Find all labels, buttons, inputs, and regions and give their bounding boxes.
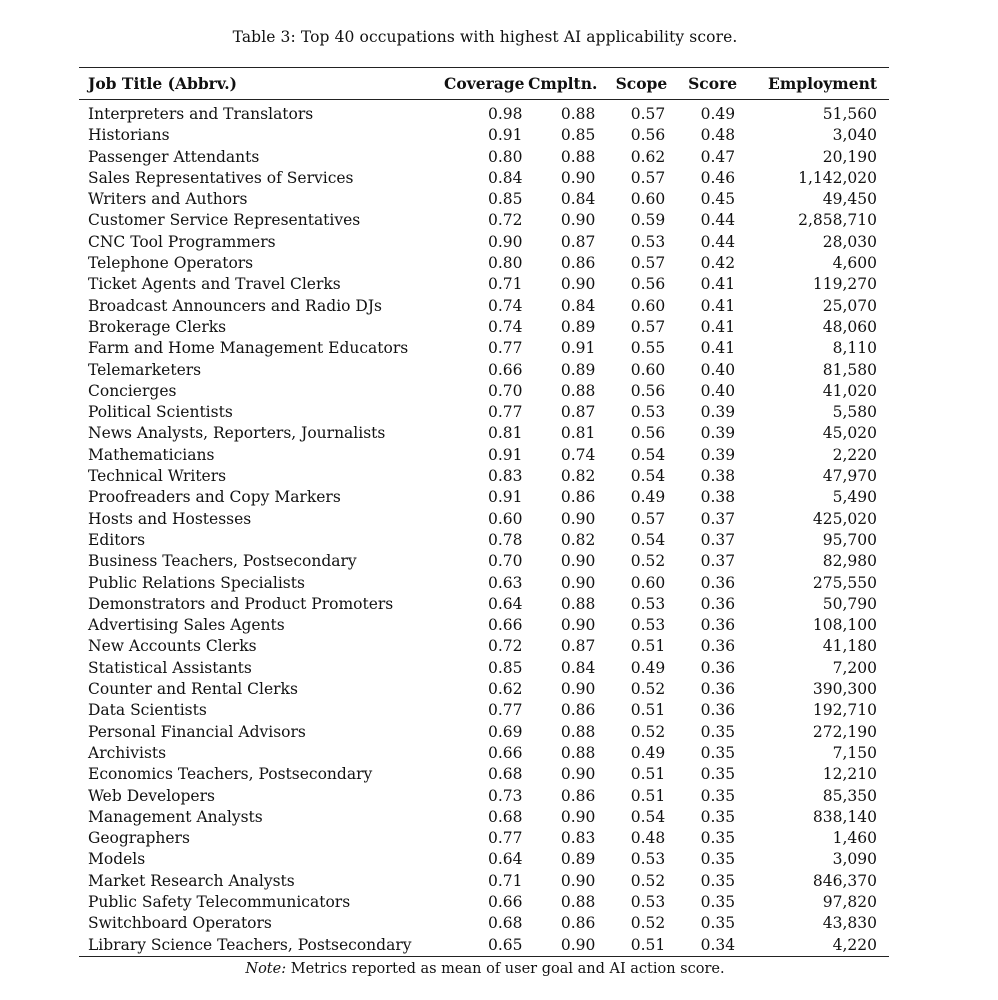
table-row: [79, 849, 889, 870]
cell-employment: 7,200: [832, 658, 877, 677]
cell-job-title: Economics Teachers, Postsecondary: [88, 765, 373, 784]
cell-employment: 3,090: [832, 850, 877, 869]
cell-scope: 0.60: [630, 360, 666, 379]
cell-employment: 7,150: [832, 743, 877, 762]
cell-employment: 425,020: [812, 509, 877, 528]
table-row: [79, 402, 889, 423]
table-row: [79, 573, 889, 594]
cell-coverage: 0.85: [487, 658, 523, 677]
cell-completion: 0.87: [560, 232, 596, 251]
header-row: [79, 68, 889, 100]
table-header: [79, 68, 889, 100]
cell-coverage: 0.98: [487, 105, 523, 123]
cell-employment: 5,580: [832, 403, 877, 422]
cell-scope: 0.56: [630, 424, 666, 443]
cell-completion: 0.87: [560, 403, 596, 422]
table-row: [79, 743, 889, 764]
header-coverage: Coverage: [423, 68, 524, 100]
table-body: [79, 100, 889, 957]
cell-completion: 0.90: [560, 275, 596, 294]
cell-score: 0.48: [700, 126, 736, 145]
cell-score: 0.36: [700, 658, 736, 677]
cell-job-title: Public Relations Specialists: [88, 573, 305, 592]
cell-score: 0.45: [700, 190, 736, 209]
cell-completion: 0.88: [560, 743, 596, 762]
cell-coverage: 0.80: [487, 254, 523, 273]
cell-coverage: 0.91: [487, 126, 523, 145]
cell-scope: 0.59: [630, 211, 666, 230]
cell-employment: 846,370: [812, 871, 877, 890]
cell-employment: 272,190: [812, 722, 877, 741]
cell-employment: 41,180: [822, 637, 877, 656]
cell-coverage: 0.85: [487, 190, 523, 209]
cell-score: 0.35: [700, 765, 736, 784]
cell-job-title: Public Safety Telecommunicators: [88, 892, 351, 911]
cell-job-title: Interpreters and Translators: [88, 105, 314, 123]
cell-employment: 41,020: [822, 381, 877, 400]
cell-scope: 0.54: [630, 807, 666, 826]
cell-scope: 0.60: [630, 190, 666, 209]
table-row: [79, 487, 889, 508]
table-row: [79, 722, 889, 743]
cell-employment: 1,460: [832, 829, 877, 848]
cell-coverage: 0.68: [487, 914, 523, 933]
cell-score: 0.36: [700, 680, 736, 699]
note-text: Metrics reported as mean of user goal and AI action score.: [290, 961, 725, 977]
table-note: [0, 961, 970, 977]
cell-completion: 0.86: [560, 786, 596, 805]
cell-completion: 0.90: [560, 552, 596, 571]
cell-coverage: 0.84: [487, 168, 523, 187]
cell-completion: 0.82: [560, 530, 596, 549]
cell-score: 0.44: [700, 211, 736, 230]
cell-completion: 0.88: [560, 147, 596, 166]
cell-job-title: Brokerage Clerks: [88, 317, 227, 336]
cell-score: 0.34: [667, 935, 737, 957]
cell-job-title: Writers and Authors: [88, 190, 248, 209]
table-row: [79, 338, 889, 359]
cell-completion: 0.89: [560, 360, 596, 379]
table-row: [79, 296, 889, 317]
cell-scope: 0.49: [630, 658, 666, 677]
cell-coverage: 0.72: [487, 637, 523, 656]
cell-scope: 0.52: [630, 680, 666, 699]
cell-score: 0.44: [700, 232, 736, 251]
cell-scope: 0.56: [630, 275, 666, 294]
cell-job-title: Telemarketers: [88, 360, 202, 379]
table-row: [79, 232, 889, 253]
cell-job-title: Market Research Analysts: [88, 871, 295, 890]
cell-coverage: 0.81: [487, 424, 523, 443]
cell-coverage: 0.70: [487, 552, 523, 571]
cell-job-title: Switchboard Operators: [88, 914, 272, 933]
cell-job-title: Management Analysts: [88, 807, 263, 826]
cell-completion: 0.90: [560, 211, 596, 230]
cell-completion: 0.90: [525, 935, 598, 957]
occupations-table-container: [79, 67, 889, 957]
cell-completion: 0.88: [560, 722, 596, 741]
table-row: [79, 935, 889, 957]
table-row: [79, 807, 889, 828]
cell-scope: 0.53: [630, 892, 666, 911]
table-row: [79, 828, 889, 849]
cell-completion: 0.84: [560, 190, 596, 209]
table-row: [79, 551, 889, 572]
cell-scope: 0.56: [630, 126, 666, 145]
table-row: [79, 913, 889, 934]
cell-score: 0.40: [700, 381, 736, 400]
cell-employment: 8,110: [832, 339, 877, 358]
cell-job-title: Broadcast Announcers and Radio DJs: [88, 296, 383, 315]
cell-score: 0.35: [700, 871, 736, 890]
cell-coverage: 0.68: [487, 765, 523, 784]
cell-job-title: Models: [88, 850, 146, 869]
cell-completion: 0.81: [560, 424, 596, 443]
cell-coverage: 0.74: [487, 317, 523, 336]
cell-scope: 0.52: [630, 722, 666, 741]
cell-scope: 0.57: [630, 254, 666, 273]
cell-scope: 0.57: [630, 317, 666, 336]
cell-coverage: 0.77: [487, 829, 523, 848]
cell-employment: 119,270: [812, 275, 877, 294]
cell-job-title: Personal Financial Advisors: [88, 722, 306, 741]
cell-employment: 81,580: [822, 360, 877, 379]
cell-employment: 85,350: [822, 786, 877, 805]
cell-employment: 49,450: [822, 190, 877, 209]
table-row: [79, 445, 889, 466]
cell-coverage: 0.64: [487, 850, 523, 869]
cell-scope: 0.57: [630, 509, 666, 528]
cell-scope: 0.53: [630, 850, 666, 869]
header-completion: Cmpltn.: [525, 68, 598, 100]
cell-job-title: Passenger Attendants: [88, 147, 260, 166]
cell-job-title: Data Scientists: [88, 701, 207, 720]
cell-coverage: 0.63: [487, 573, 523, 592]
table-row: [79, 530, 889, 551]
cell-score: 0.35: [700, 829, 736, 848]
cell-score: 0.35: [700, 892, 736, 911]
cell-employment: 3,040: [832, 126, 877, 145]
table-row: [79, 871, 889, 892]
cell-completion: 0.90: [560, 680, 596, 699]
cell-employment: 50,790: [822, 594, 877, 613]
cell-scope: 0.51: [630, 786, 666, 805]
table-row: [79, 786, 889, 807]
cell-completion: 0.90: [560, 871, 596, 890]
cell-job-title: Farm and Home Management Educators: [88, 339, 409, 358]
cell-coverage: 0.66: [487, 892, 523, 911]
cell-score: 0.35: [700, 914, 736, 933]
cell-score: 0.41: [700, 339, 736, 358]
cell-coverage: 0.74: [487, 296, 523, 315]
table-row: [79, 594, 889, 615]
cell-coverage: 0.70: [487, 381, 523, 400]
cell-score: 0.36: [700, 701, 736, 720]
cell-employment: 51,560: [822, 105, 877, 123]
note-label: Note:: [245, 961, 287, 977]
table-row: [79, 360, 889, 381]
cell-scope: 0.53: [630, 594, 666, 613]
table-row: [79, 210, 889, 231]
table-row: [79, 700, 889, 721]
header-job-title: Job Title (Abbrv.): [79, 68, 423, 100]
cell-employment: 48,060: [822, 317, 877, 336]
cell-score: 0.41: [700, 296, 736, 315]
cell-scope: 0.60: [630, 573, 666, 592]
cell-scope: 0.55: [630, 339, 666, 358]
cell-score: 0.37: [700, 530, 736, 549]
cell-completion: 0.86: [560, 701, 596, 720]
cell-scope: 0.51: [597, 935, 667, 957]
cell-score: 0.39: [700, 445, 736, 464]
cell-scope: 0.51: [630, 765, 666, 784]
header-score: Score: [667, 68, 737, 100]
cell-job-title: Demonstrators and Product Promoters: [88, 594, 394, 613]
cell-employment: 2,858,710: [798, 211, 877, 230]
cell-scope: 0.52: [630, 914, 666, 933]
cell-score: 0.38: [700, 467, 736, 486]
cell-completion: 0.90: [560, 573, 596, 592]
cell-scope: 0.53: [630, 616, 666, 635]
occupations-table: [79, 67, 889, 957]
cell-completion: 0.90: [560, 168, 596, 187]
cell-completion: 0.88: [560, 105, 596, 123]
cell-score: 0.41: [700, 275, 736, 294]
cell-coverage: 0.65: [423, 935, 524, 957]
cell-completion: 0.90: [560, 616, 596, 635]
table-row: [79, 125, 889, 146]
cell-job-title: Web Developers: [88, 786, 215, 805]
cell-completion: 0.89: [560, 317, 596, 336]
cell-coverage: 0.66: [487, 360, 523, 379]
cell-job-title: Advertising Sales Agents: [88, 616, 285, 635]
table-row: [79, 764, 889, 785]
table-row: [79, 147, 889, 168]
cell-completion: 0.86: [560, 914, 596, 933]
cell-score: 0.37: [700, 552, 736, 571]
cell-completion: 0.91: [560, 339, 596, 358]
cell-coverage: 0.72: [487, 211, 523, 230]
cell-job-title: Hosts and Hostesses: [88, 509, 252, 528]
cell-scope: 0.53: [630, 232, 666, 251]
cell-employment: 47,970: [822, 467, 877, 486]
cell-completion: 0.85: [560, 126, 596, 145]
cell-scope: 0.54: [630, 445, 666, 464]
cell-scope: 0.51: [630, 701, 666, 720]
cell-score: 0.42: [700, 254, 736, 273]
cell-job-title: Historians: [88, 126, 170, 145]
cell-employment: 12,210: [822, 765, 877, 784]
table-row: [79, 636, 889, 657]
cell-scope: 0.49: [630, 488, 666, 507]
cell-scope: 0.54: [630, 467, 666, 486]
cell-employment: 838,140: [812, 807, 877, 826]
cell-employment: 97,820: [822, 892, 877, 911]
cell-score: 0.40: [700, 360, 736, 379]
cell-scope: 0.48: [630, 829, 666, 848]
cell-coverage: 0.77: [487, 403, 523, 422]
cell-score: 0.36: [700, 616, 736, 635]
cell-coverage: 0.71: [487, 871, 523, 890]
table-caption: Table 3: Top 40 occupations with highest AI applicability score.: [232, 28, 738, 46]
cell-job-title: Concierges: [88, 381, 177, 400]
cell-completion: 0.88: [560, 594, 596, 613]
cell-coverage: 0.91: [487, 488, 523, 507]
cell-job-title: New Accounts Clerks: [88, 637, 257, 656]
cell-score: 0.49: [700, 105, 736, 123]
cell-job-title: Sales Representatives of Services: [88, 168, 354, 187]
cell-completion: 0.88: [560, 892, 596, 911]
cell-completion: 0.90: [560, 509, 596, 528]
cell-score: 0.39: [700, 403, 736, 422]
cell-completion: 0.89: [560, 850, 596, 869]
cell-job-title: Editors: [88, 530, 146, 549]
cell-employment: 82,980: [822, 552, 877, 571]
cell-score: 0.37: [700, 509, 736, 528]
table-row: [79, 615, 889, 636]
cell-scope: 0.62: [630, 147, 666, 166]
cell-job-title: Counter and Rental Clerks: [88, 680, 298, 699]
cell-employment: 43,830: [822, 914, 877, 933]
cell-employment: 4,600: [832, 254, 877, 273]
cell-job-title: Mathematicians: [88, 445, 215, 464]
cell-job-title: Archivists: [88, 743, 167, 762]
cell-completion: 0.84: [560, 658, 596, 677]
cell-completion: 0.90: [560, 765, 596, 784]
cell-score: 0.41: [700, 317, 736, 336]
cell-coverage: 0.83: [487, 467, 523, 486]
cell-score: 0.36: [700, 637, 736, 656]
cell-score: 0.38: [700, 488, 736, 507]
cell-job-title: Customer Service Representatives: [88, 211, 361, 230]
cell-employment: 1,142,020: [798, 168, 877, 187]
cell-employment: 5,490: [832, 488, 877, 507]
cell-completion: 0.83: [560, 829, 596, 848]
cell-completion: 0.87: [560, 637, 596, 656]
cell-scope: 0.60: [630, 296, 666, 315]
table-row: [79, 317, 889, 338]
cell-scope: 0.56: [630, 381, 666, 400]
cell-job-title: Technical Writers: [88, 467, 227, 486]
cell-coverage: 0.69: [487, 722, 523, 741]
cell-coverage: 0.66: [487, 616, 523, 635]
table-row: [79, 509, 889, 530]
cell-completion: 0.88: [560, 381, 596, 400]
cell-scope: 0.53: [630, 403, 666, 422]
cell-employment: 108,100: [812, 616, 877, 635]
cell-completion: 0.86: [560, 254, 596, 273]
cell-score: 0.35: [700, 722, 736, 741]
cell-coverage: 0.80: [487, 147, 523, 166]
table-row: [79, 253, 889, 274]
cell-coverage: 0.73: [487, 786, 523, 805]
cell-job-title: Geographers: [88, 829, 190, 848]
cell-coverage: 0.90: [487, 232, 523, 251]
cell-coverage: 0.62: [487, 680, 523, 699]
cell-coverage: 0.66: [487, 743, 523, 762]
cell-score: 0.36: [700, 594, 736, 613]
cell-score: 0.35: [700, 743, 736, 762]
table-row: [79, 100, 889, 126]
cell-coverage: 0.78: [487, 530, 523, 549]
cell-job-title: Statistical Assistants: [88, 658, 252, 677]
table-row: [79, 658, 889, 679]
cell-job-title: Ticket Agents and Travel Clerks: [88, 275, 341, 294]
cell-scope: 0.54: [630, 530, 666, 549]
cell-completion: 0.90: [560, 807, 596, 826]
table-row: [79, 168, 889, 189]
cell-job-title: Business Teachers, Postsecondary: [88, 552, 357, 571]
cell-scope: 0.51: [630, 637, 666, 656]
cell-job-title: Telephone Operators: [88, 254, 254, 273]
cell-coverage: 0.71: [487, 275, 523, 294]
cell-score: 0.36: [700, 573, 736, 592]
table-row: [79, 381, 889, 402]
cell-coverage: 0.68: [487, 807, 523, 826]
cell-job-title: Proofreaders and Copy Markers: [88, 488, 341, 507]
cell-employment: 192,710: [812, 701, 877, 720]
cell-score: 0.35: [700, 850, 736, 869]
cell-scope: 0.52: [630, 871, 666, 890]
cell-job-title: Library Science Teachers, Postsecondary: [79, 935, 423, 957]
cell-scope: 0.57: [630, 105, 666, 123]
cell-score: 0.46: [700, 168, 736, 187]
cell-employment: 95,700: [822, 530, 877, 549]
cell-scope: 0.49: [630, 743, 666, 762]
cell-score: 0.39: [700, 424, 736, 443]
cell-coverage: 0.60: [487, 509, 523, 528]
cell-employment: 25,070: [822, 296, 877, 315]
cell-scope: 0.57: [630, 168, 666, 187]
cell-employment: 4,220: [737, 935, 889, 957]
table-row: [79, 466, 889, 487]
cell-employment: 390,300: [812, 680, 877, 699]
cell-employment: 20,190: [822, 147, 877, 166]
cell-score: 0.35: [700, 807, 736, 826]
table-row: [79, 892, 889, 913]
cell-coverage: 0.77: [487, 701, 523, 720]
cell-completion: 0.82: [560, 467, 596, 486]
header-employment: Employment: [737, 68, 889, 100]
header-scope: Scope: [597, 68, 667, 100]
cell-employment: 2,220: [832, 445, 877, 464]
table-row: [79, 274, 889, 295]
cell-job-title: CNC Tool Programmers: [88, 232, 276, 251]
cell-employment: 45,020: [822, 424, 877, 443]
cell-coverage: 0.77: [487, 339, 523, 358]
cell-employment: 28,030: [822, 232, 877, 251]
cell-job-title: News Analysts, Reporters, Journalists: [88, 424, 386, 443]
cell-job-title: Political Scientists: [88, 403, 233, 422]
table-row: [79, 423, 889, 444]
cell-completion: 0.74: [560, 445, 596, 464]
table-row: [79, 189, 889, 210]
cell-coverage: 0.91: [487, 445, 523, 464]
cell-score: 0.35: [700, 786, 736, 805]
table-row: [79, 679, 889, 700]
cell-coverage: 0.64: [487, 594, 523, 613]
cell-score: 0.47: [700, 147, 736, 166]
cell-scope: 0.52: [630, 552, 666, 571]
cell-completion: 0.84: [560, 296, 596, 315]
cell-employment: 275,550: [812, 573, 877, 592]
cell-completion: 0.86: [560, 488, 596, 507]
